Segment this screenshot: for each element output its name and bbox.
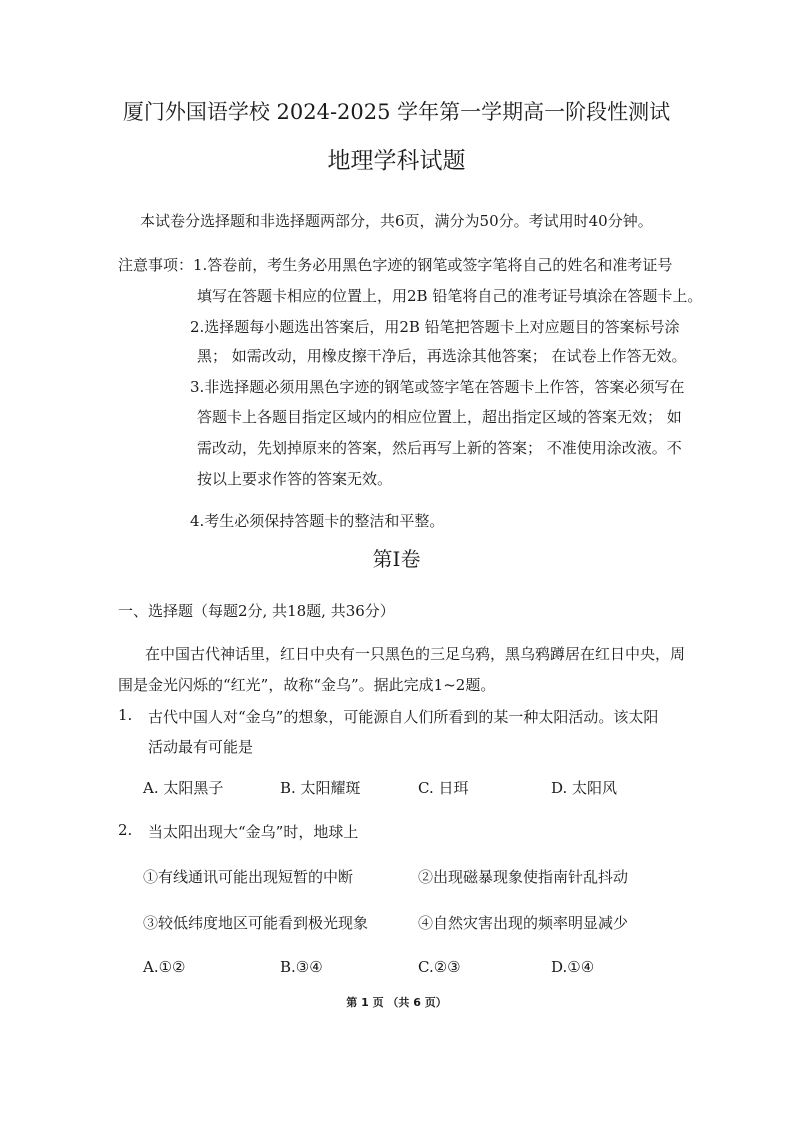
question-2-option-a: A.①② bbox=[143, 958, 186, 976]
question-1-line-1: 古代中国人对“金乌”的想象，可能源自人们所看到的某一种太阳活动。该太阳 bbox=[148, 708, 659, 726]
page-footer: 第 1 页 （共 6 页） bbox=[346, 996, 447, 1009]
notice-item-1-line-2: 填写在答题卡相应的位置上，用2B 铅笔将自己的准考证号填涂在答题卡上。 bbox=[197, 287, 703, 305]
question-2-statement-2: ②出现磁暴现象使指南针乱抖动 bbox=[418, 868, 629, 886]
subject-title: 地理学科试题 bbox=[327, 148, 466, 174]
question-1-line-2: 活动最有可能是 bbox=[148, 738, 254, 756]
notice-item-3-line-4: 按以上要求作答的答案无效。 bbox=[197, 470, 393, 488]
question-1-option-d: D. 太阳风 bbox=[551, 779, 618, 797]
notice-item-2-line-1: 2.选择题每小题选出答案后，用2B 铅笔把答题卡上对应题目的答案标号涂 bbox=[190, 318, 680, 336]
passage-line-2: 围是金光闪烁的“红光”，故称“金乌”。据此完成1~2题。 bbox=[118, 676, 496, 694]
intro-text: 本试卷分选择题和非选择题两部分，共6页，满分为50分。考试用时40分钟。 bbox=[140, 212, 653, 230]
notice-label: 注意事项： bbox=[118, 256, 194, 274]
question-1-number: 1. bbox=[118, 706, 133, 724]
question-2-statement-3: ③较低纬度地区可能看到极光现象 bbox=[143, 914, 369, 932]
question-2-statement-1: ①有线通讯可能出现短暂的中断 bbox=[143, 868, 354, 886]
section-title: 第Ⅰ卷 bbox=[372, 547, 421, 571]
question-2-number: 2. bbox=[118, 821, 133, 839]
question-1-option-a: A. 太阳黑子 bbox=[143, 779, 224, 797]
part-heading: 一、选择题（每题2分, 共18题, 共36分） bbox=[118, 602, 395, 620]
exam-title: 厦门外国语学校 2024-2025 学年第一学期高一阶段性测试 bbox=[122, 100, 671, 124]
passage-line-1: 在中国古代神话里，红日中央有一只黑色的三足乌鸦，黑乌鸦蹲居在红日中央，周 bbox=[145, 645, 686, 663]
question-2-option-c: C.②③ bbox=[418, 958, 461, 976]
notice-item-2-line-2: 黑； 如需改动，用橡皮擦干净后，再选涂其他答案； 在试卷上作答无效。 bbox=[197, 347, 687, 365]
notice-item-1-line-1: 1.答卷前，考生务必用黑色字迹的钢笔或签字笔将自己的姓名和准考证号 bbox=[193, 256, 673, 274]
question-2-option-d: D.①④ bbox=[551, 958, 595, 976]
notice-item-3-line-2: 答题卡上各题目指定区域内的相应位置上，超出指定区域的答案无效； 如 bbox=[197, 408, 682, 426]
question-1-option-b: B. 太阳耀斑 bbox=[280, 779, 361, 797]
question-2-statement-4: ④自然灾害出现的频率明显减少 bbox=[418, 914, 629, 932]
notice-item-3-line-3: 需改动，先划掉原来的答案，然后再写上新的答案； 不准使用涂改液。不 bbox=[197, 439, 682, 457]
notice-item-3-line-1: 3.非选择题必须用黑色字迹的钢笔或签字笔在答题卡上作答，答案必须写在 bbox=[190, 378, 685, 396]
question-1-option-c: C. 日珥 bbox=[418, 779, 469, 797]
notice-item-4-line-1: 4.考生必须保持答题卡的整洁和平整。 bbox=[190, 512, 445, 530]
question-2-stem: 当太阳出现大“金乌”时，地球上 bbox=[148, 823, 359, 841]
question-2-option-b: B.③④ bbox=[280, 958, 323, 976]
